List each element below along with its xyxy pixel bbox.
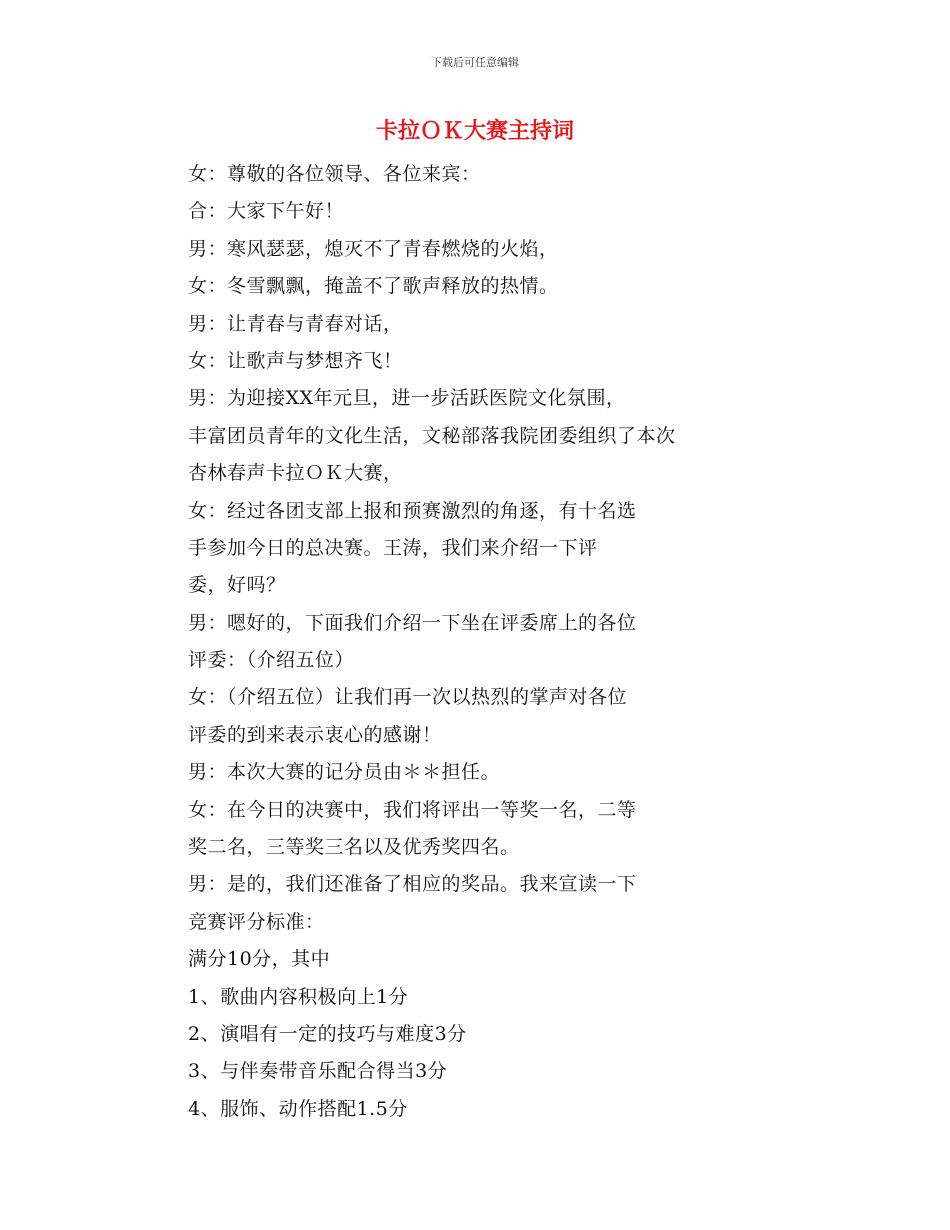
document-title: 卡拉ＯＫ大赛主持词 (375, 119, 574, 144)
text-line: 女：在今日的决赛中，我们将评出一等奖一名，二等 (188, 798, 637, 821)
text-line: 女：尊敬的各位领导、各位来宾： (188, 163, 481, 185)
text-line: 2、演唱有一定的技巧与难度3分 (188, 1022, 467, 1045)
text-line: 委，好吗？ (188, 574, 286, 597)
text-line: 男：嗯好的，下面我们介绍一下坐在评委席上的各位 (188, 611, 637, 634)
text-line: 满分10分，其中 (188, 948, 331, 971)
text-line: 奖二名，三等奖三名以及优秀奖四名。 (188, 836, 520, 859)
document-body (188, 156, 808, 1128)
text-line: 男：为迎接XX年元旦，进一步活跃医院文化氛围， (188, 387, 626, 410)
text-line: 杏林春声卡拉ＯＫ大赛， (188, 462, 403, 485)
text-line: 竞赛评分标准： (188, 910, 325, 933)
text-line: 3、与伴奏带音乐配合得当3分 (188, 1060, 448, 1083)
text-line: 男：让青春与青春对话， (188, 312, 403, 335)
text-line: 女：（介绍五位）让我们再一次以热烈的掌声对各位 (188, 686, 628, 709)
text-line: 4、服饰、动作搭配1.5分 (188, 1097, 408, 1120)
header-note: 下载后可任意编辑 (431, 56, 519, 69)
text-line: 男：寒风瑟瑟，熄灭不了青春燃烧的火焰， (188, 237, 559, 260)
text-line: 丰富团员青年的文化生活，文秘部落我院团委组织了本次 (188, 424, 676, 447)
text-line: 评委的到来表示衷心的感谢！ (188, 723, 442, 746)
text-line: 男：是的，我们还准备了相应的奖品。我来宣读一下 (188, 873, 637, 896)
text-line: 女：经过各团支部上报和预赛激烈的角逐，有十名选 (188, 499, 637, 522)
text-line: 评委：（介绍五位） (188, 649, 355, 672)
text-line: 1、歌曲内容积极向上1分 (188, 985, 409, 1008)
text-line: 女：冬雪飘飘，掩盖不了歌声释放的热情。 (188, 275, 559, 298)
text-line: 女：让歌声与梦想齐飞！ (188, 349, 403, 372)
text-line: 男：本次大赛的记分员由＊＊担任。 (188, 761, 501, 784)
text-line: 手参加今日的总决赛。王涛，我们来介绍一下评 (188, 536, 598, 559)
text-line: 合：大家下午好！ (188, 200, 345, 223)
